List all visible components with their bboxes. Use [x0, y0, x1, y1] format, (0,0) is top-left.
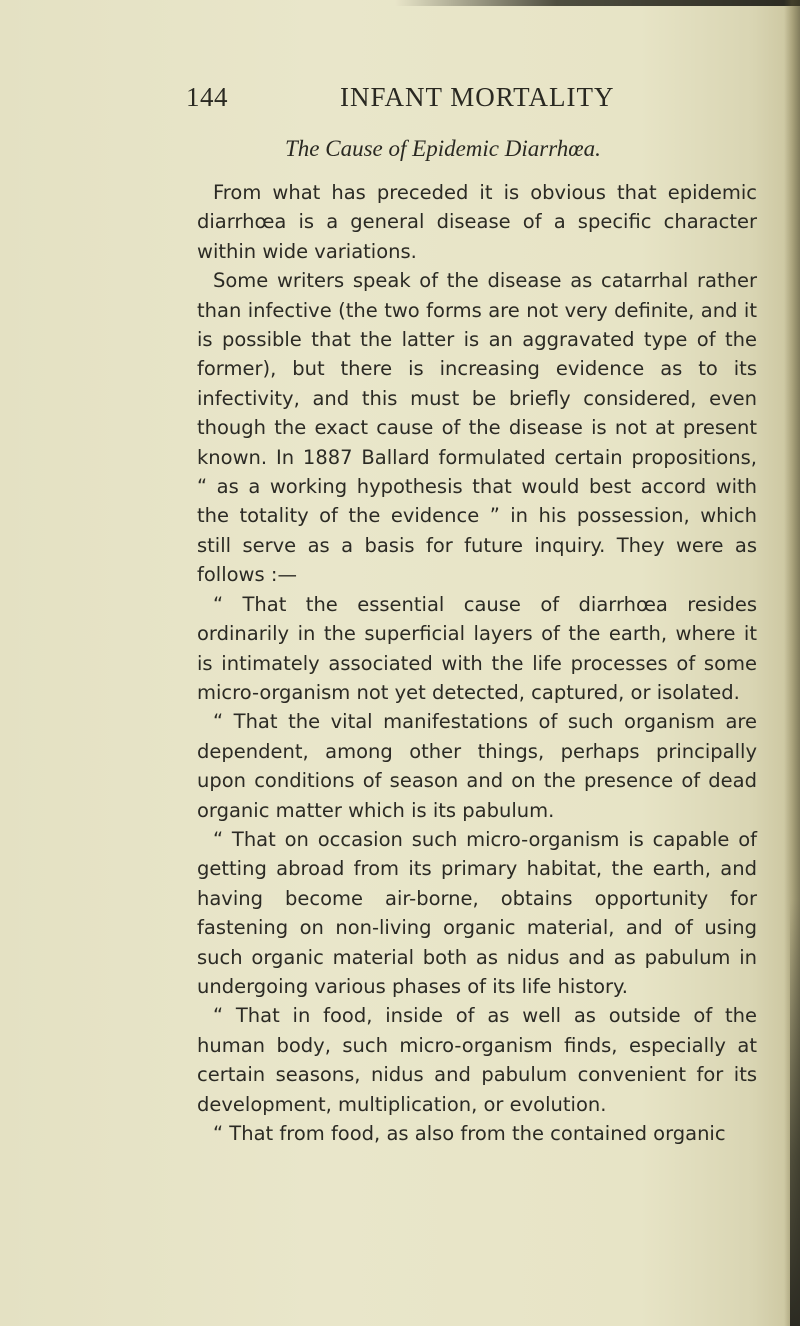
book-spine-shadow — [790, 900, 800, 1326]
paragraph: “ That the essential cause of diarrhœa resides ordinarily in the superficial layers of the earth, where it is intimately associated with the life processes of some micro-organism not yet detected, captured, or isolated. — [197, 592, 757, 704]
running-head: INFANT MORTALITY — [340, 82, 615, 112]
paragraph: From what has preceded it is obvious that epidemic diarrhœa is a general disease of a specific character within wide variations. — [197, 181, 757, 263]
body-text — [197, 178, 757, 1148]
page-top-shadow — [395, 0, 800, 6]
paragraph: “ That from food, as also from the contained organic — [213, 1122, 726, 1145]
paragraph: “ That the vital manifestations of such organism are dependent, among other things, perhaps principally upon conditions of season and on the presence of dead organic matter which is its pabulum. — [197, 710, 757, 822]
paragraph: Some writers speak of the disease as catarrhal rather than infective (the two forms are not very definite, and it is possible that the latter is an aggravated type of the former), but there is increasing evidence as to its infectivity, and this must be briefly considered, even though the exact cause of the disease is not at present known. In 1887 Ballard formulated certain propositions, “ as a working hypothesis that would best accord with the totality of the evidence ” in his possession, which still serve as a basis for future inquiry. They were as follows :— — [197, 269, 757, 587]
section-title: The Cause of Epidemic Diarrhœa. — [285, 136, 601, 161]
paragraph: “ That on occasion such micro-organism is capable of getting abroad from its primary habitat, the earth, and having become air-borne, obtains opportunity for fastening on non-living organic material, and of using such organic material both as nidus and as pabulum in undergoing various phases of its life history. — [197, 827, 757, 998]
paragraph: “ That in food, inside of as well as outside of the human body, such micro-organism finds, especially at certain seasons, nidus and pabulum convenient for its development, multiplication, or evolution. — [197, 1004, 757, 1116]
page-number: 144 — [186, 82, 228, 112]
